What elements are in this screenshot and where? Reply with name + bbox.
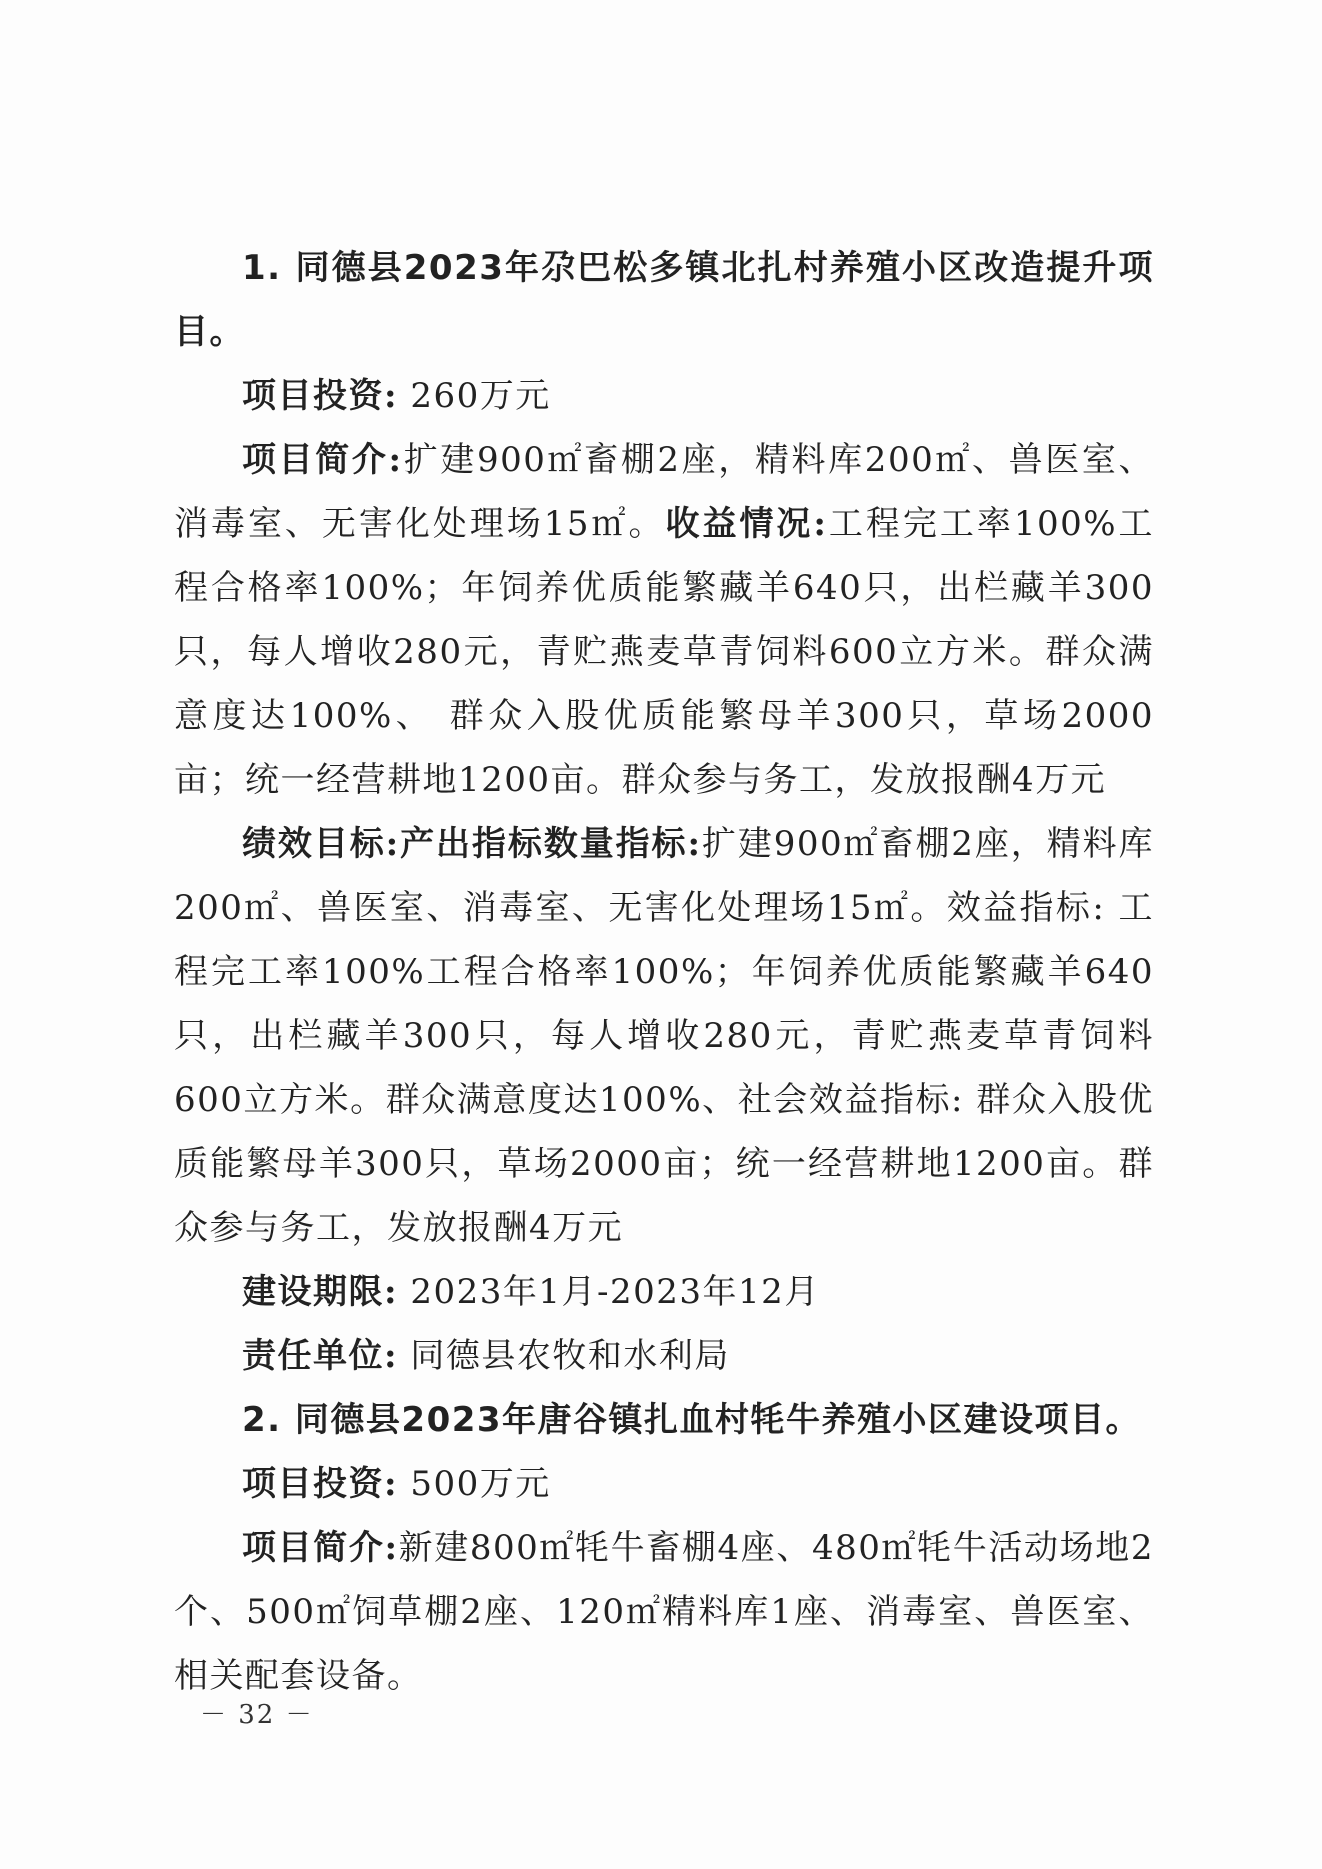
document-body	[174, 236, 1154, 1708]
project-1-goal	[174, 812, 1154, 1260]
goal-sublabel: 产出指标数量指标:	[399, 824, 702, 864]
period-label: 建设期限:	[242, 1272, 399, 1312]
project-2-intro	[174, 1516, 1154, 1708]
project-1-intro	[174, 428, 1154, 812]
intro-text: 扩建900㎡畜棚2座，精料库200㎡、兽医室、消毒室、无害化处理场15㎡。	[174, 440, 1154, 544]
project-2-investment	[174, 1452, 1154, 1516]
investment-value: 500万元	[410, 1464, 551, 1504]
project-1-period	[174, 1260, 1154, 1324]
project-2-title: 2. 同德县2023年唐谷镇扎血村牦牛养殖小区建设项目。	[242, 1400, 1142, 1440]
investment-value: 260万元	[410, 376, 551, 416]
goal-label: 绩效目标:	[242, 824, 400, 864]
benefit-text: 工程完工率100%工程合格率100%；年饲养优质能繁藏羊640只，出栏藏羊300只，每人增收280元，青贮燕麦草青饲料600立方米。群众满意度达100%、 群众入股优质能繁母羊300只，草场2000亩；统一经营耕地1200亩。群众参与务工，发放报酬4万元	[174, 504, 1154, 800]
intro-label: 项目简介:	[242, 1528, 399, 1568]
unit-value: 同德县农牧和水利局	[410, 1336, 730, 1376]
period-value: 2023年1月-2023年12月	[410, 1272, 820, 1312]
unit-label: 责任单位:	[242, 1336, 399, 1376]
investment-label: 项目投资:	[242, 1464, 399, 1504]
intro-text: 新建800㎡牦牛畜棚4座、480㎡牦牛活动场地2个、500㎡饲草棚2座、120㎡精料库1座、消毒室、兽医室、相关配套设备。	[174, 1528, 1154, 1696]
project-1-unit	[174, 1324, 1154, 1388]
investment-label: 项目投资:	[242, 376, 399, 416]
benefit-label: 收益情况:	[665, 504, 828, 544]
project-1-title: 1. 同德县2023年尕巴松多镇北扎村养殖小区改造提升项目。	[174, 248, 1154, 352]
page-number: － 32 －	[200, 1700, 314, 1730]
intro-label: 项目简介:	[242, 440, 403, 480]
project-1-investment	[174, 364, 1154, 428]
goal-text: 扩建900㎡畜棚2座，精料库200㎡、兽医室、消毒室、无害化处理场15㎡。效益指标: 工程完工率100%工程合格率100%；年饲养优质能繁藏羊640只，出栏藏羊300只，每人增收280元，青贮燕麦草青饲料600立方米。群众满意度达100%、社会效益指标: 群众入股优质能繁母羊300只，草场2000亩；统一经营耕地1200亩。群众参与务工，发放报酬4万元	[174, 824, 1154, 1248]
